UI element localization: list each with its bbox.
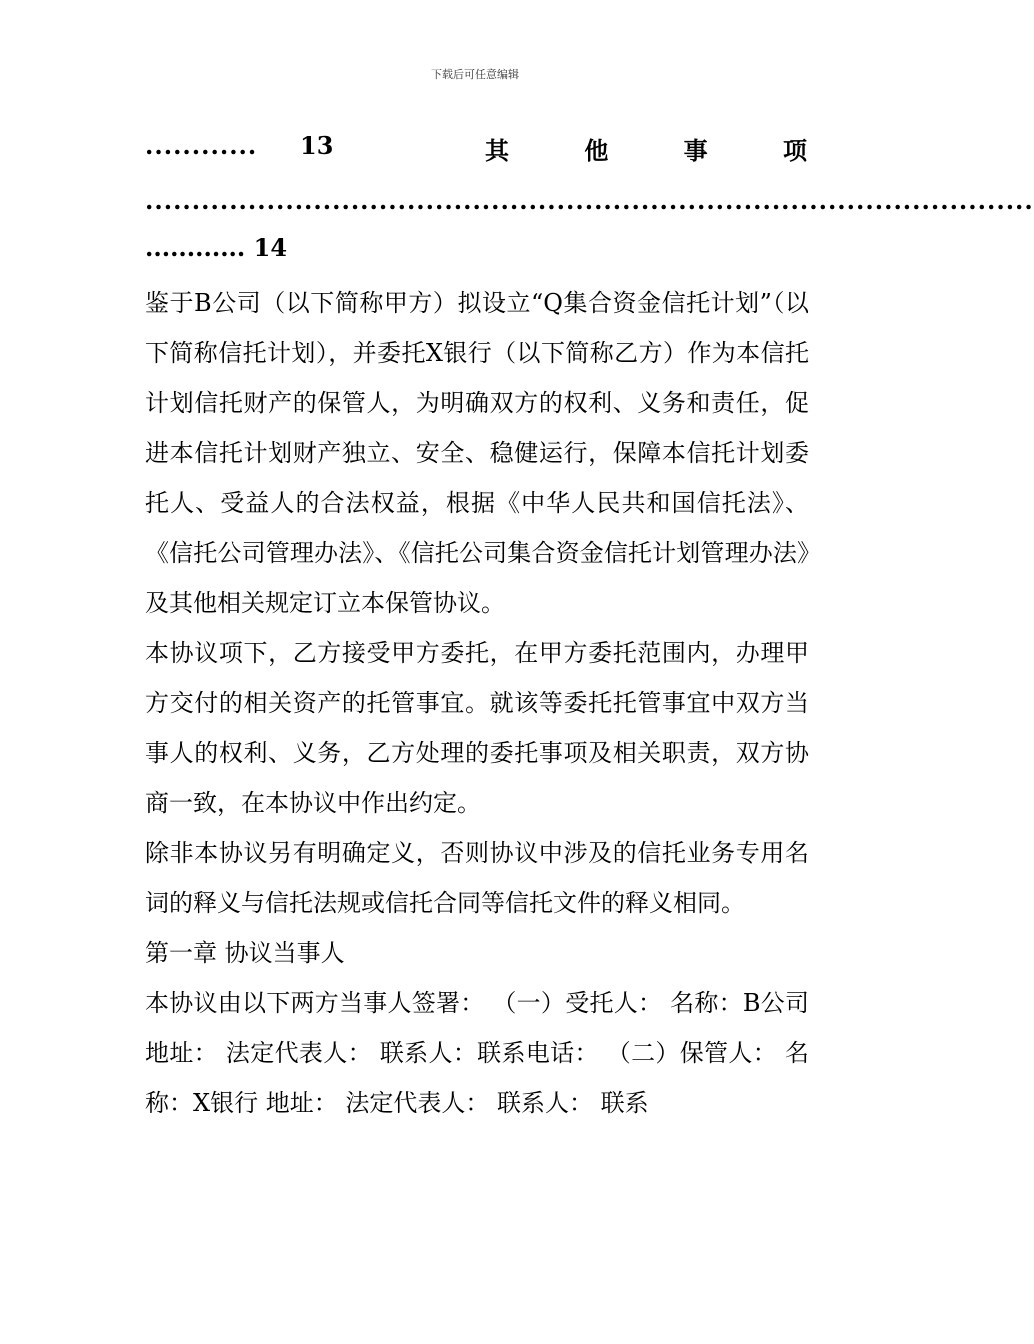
toc-title-char: 他 <box>584 136 609 165</box>
toc-title-char: 事 <box>683 136 708 165</box>
toc-entry-other-matters <box>145 131 807 167</box>
paragraph-parties: 本协议由以下两方当事人签署： （一）受托人： 名称：B公司 地址： 法定代表人： 联系人：联系电话： （二）保管人： 名称：X银行 地址： 法定代表人： 联系人： 联系 <box>145 989 809 1117</box>
toc-leader-line: ............................................................................................... <box>145 186 1034 215</box>
paragraph-definitions: 除非本协议另有明确定义，否则协议中涉及的信托业务专用名词的释义与信托法规或信托合同等信托文件的释义相同。 <box>145 839 809 917</box>
paragraph-preamble: 鉴于B公司（以下简称甲方）拟设立“Q集合资金信托计划”（以下简称信托计划），并委托X银行（以下简称乙方）作为本信托计划信托财产的保管人，为明确双方的权利、义务和责任，促进本信托计划财产独立、安全、稳健运行，保障本信托计划委托人、受益人的合法权益，根据《中华人民共和国信托法》、《信托公司管理办法》、《信托公司集合资金信托计划管理办法》及其他相关规定订立本保管协议。 <box>145 289 809 617</box>
toc-leader-dots: ............ <box>145 131 258 160</box>
chapter-heading: 第一章 协议当事人 <box>145 939 345 967</box>
toc-page-number-line: ............ 14 <box>145 233 288 262</box>
header-watermark: 下载后可任意编辑 <box>431 68 519 81</box>
toc-section-title <box>485 131 807 166</box>
toc-title-char: 项 <box>782 136 807 165</box>
toc-title-char: 其 <box>485 136 509 165</box>
paragraph-scope: 本协议项下，乙方接受甲方委托，在甲方委托范围内，办理甲方交付的相关资产的托管事宜。就该等委托托管事宜中双方当事人的权利、义务，乙方处理的委托事项及相关职责，双方协商一致，在本协议中作出约定。 <box>145 639 809 817</box>
document-body <box>145 278 809 1128</box>
toc-section-number: 13 <box>300 131 334 160</box>
